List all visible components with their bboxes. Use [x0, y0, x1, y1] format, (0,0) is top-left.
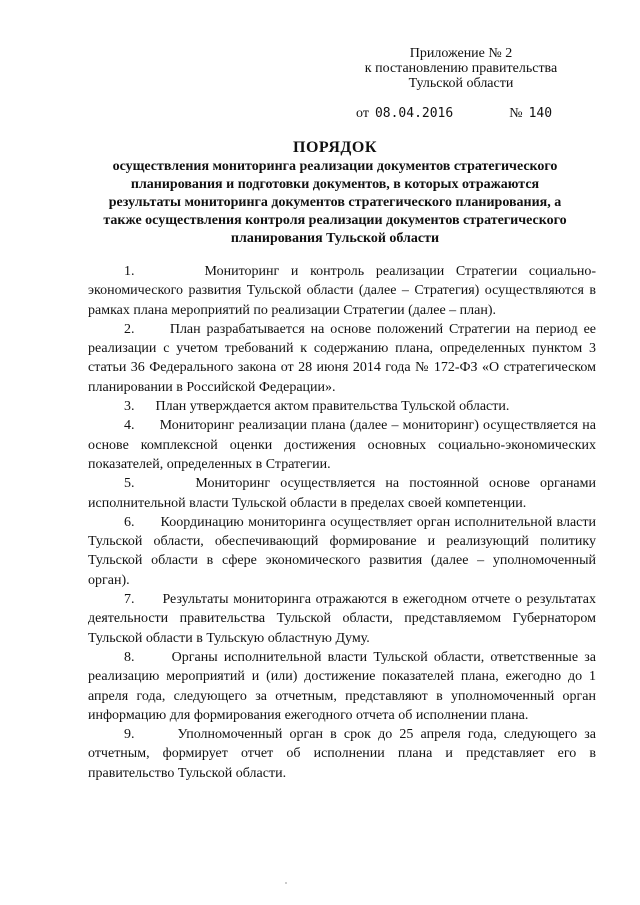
paragraph-text: Органы исполнительной власти Тульской области, ответственные за реализацию мероприятий и (или) достижение показателей плана, ежегодно до 1 апреля года, следующего за отчетным, представляют в уполномоченный орган информацию для формирования ежегодного отчета об исполнении плана. [88, 649, 596, 723]
appendix-line-3: Тульской области [408, 76, 514, 91]
paragraph-2 [88, 320, 596, 397]
from-label: от [356, 106, 369, 121]
date-number-line [356, 106, 552, 122]
paragraph-number: 4. [124, 418, 135, 434]
appendix-line-1: Приложение № 2 [409, 46, 513, 61]
paragraph-1 [88, 262, 596, 320]
document-title [88, 139, 582, 248]
title-line: планирования и подготовки документов, в которых отражаются [130, 177, 540, 192]
title-heading: ПОРЯДОК [293, 139, 377, 156]
paragraph-8 [88, 648, 596, 725]
paragraph-number: 2. [124, 321, 135, 337]
paragraph-number: 5. [124, 476, 135, 492]
paragraph-3 [88, 397, 596, 416]
paragraph-text: План утверждается актом правительства Тульской области. [155, 399, 510, 415]
paragraph-text: Результаты мониторинга отражаются в ежегодном отчете о результатах деятельности правительства Тульской области, представляемом Губернатором Тульской области в Тульскую областную Думу. [88, 592, 597, 646]
appendix-line-2: к постановлению правительства [364, 61, 558, 76]
paragraph-text: Мониторинг осуществляется на постоянной основе органами исполнительной власти Тульской области в пределах своей компетенции. [88, 476, 596, 511]
decree-number: 140 [528, 106, 553, 121]
title-subtitle [88, 158, 582, 248]
paragraph-text: Мониторинг и контроль реализации Стратегии социально-экономического развития Тульской области (далее – Стратегия) осуществляются в рамках плана мероприятий по реализации Стратегии (далее – план). [88, 264, 596, 318]
paragraph-4 [88, 416, 596, 474]
paragraph-5 [88, 474, 596, 513]
paragraph-text: Мониторинг реализации плана (далее – мониторинг) осуществляется на основе комплексной оценки достижения основных социально-экономических показателей, определенных в Стратегии. [88, 418, 596, 472]
paragraph-9 [88, 725, 596, 783]
scan-speck [285, 882, 287, 884]
paragraph-text: Координацию мониторинга осуществляет орган исполнительной власти Тульской области, обеспечивающий формирование и реализующий политику Тульской области в сфере экономического развития (далее – уполномоченный орган). [88, 514, 596, 588]
paragraph-number: 8. [124, 649, 135, 665]
title-line: также осуществления контроля реализации документов стратегического [103, 213, 567, 228]
title-line: осуществления мониторинга реализации документов стратегического [112, 159, 558, 174]
paragraph-number: 7. [124, 592, 135, 608]
document-body [88, 262, 596, 783]
paragraph-number: 1. [124, 264, 135, 279]
number-label: № [509, 106, 523, 121]
paragraph-7 [88, 590, 596, 648]
title-line: планирования Тульской области [230, 231, 440, 246]
paragraph-6 [88, 513, 596, 590]
paragraph-number: 6. [124, 514, 135, 530]
paragraph-text: План разрабатывается на основе положений Стратегии на период ее реализации с учетом требований к содержанию плана, определенных пунктом 3 статьи 36 Федерального закона от 28 июня 2014 года № 172-ФЗ «О стратегическом планировании в Российской Федерации». [88, 321, 597, 395]
decree-date: 08.04.2016 [374, 106, 454, 121]
title-line: результаты мониторинга документов стратегического планирования, а [108, 195, 562, 210]
paragraph-number: 3. [124, 399, 135, 415]
paragraph-number: 9. [124, 727, 135, 743]
appendix-header [336, 46, 586, 91]
paragraph-text: Уполномоченный орган в срок до 25 апреля года, следующего за отчетным, формирует отчет об исполнении плана и представляет его в правительство Тульской области. [88, 727, 596, 781]
